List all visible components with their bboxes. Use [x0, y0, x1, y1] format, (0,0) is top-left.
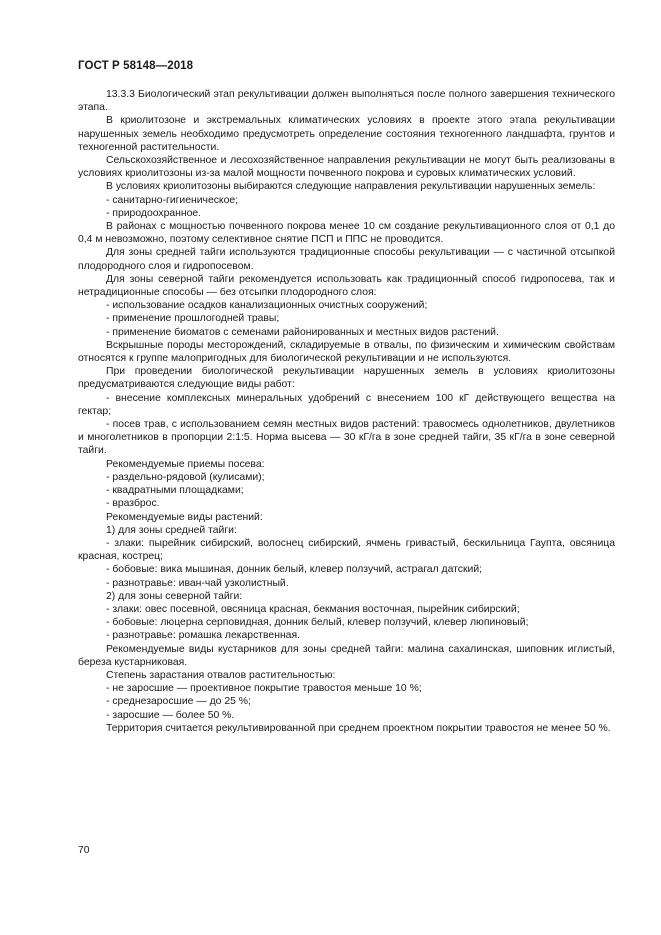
list-item: - природоохранное. — [106, 207, 202, 219]
paragraph: Рекомендуемые приемы посева: — [106, 458, 265, 470]
list-item: - применение биоматов с семенами районированных и местных видов растений. — [106, 326, 499, 338]
list-item: - злаки: пырейник сибирский, волоснец сибирский, ячмень гривастый, бескильница Гаупта, овсяница красная, кострец; — [78, 537, 615, 563]
paragraph: 2) для зоны северной тайги: — [106, 590, 243, 602]
paragraph: При проведении биологической рекультивации нарушенных земель в условиях криолитозоны предусматриваются следующие виды работ: — [78, 366, 615, 391]
list-item: - разнотравье: ромашка лекарственная. — [106, 630, 300, 642]
list-item: - санитарно-гигиеническое; — [106, 194, 239, 206]
list-item: - бобовые: люцерна серповидная, донник белый, клевер ползучий, клевер люпиновый; — [106, 617, 529, 629]
paragraph: 1) для зоны средней тайги: — [106, 524, 237, 536]
list-item: - посев трав, с использованием семян местных видов растений: травосмесь однолетников, двулетников и многолетников в пропорции 2:1:5. Норма высева — 30 кГ/га в зоне средней тайги, 35 кГ/га в зоне северной тайги. — [78, 419, 615, 457]
list-item: - использование осадков канализационных очистных сооружений; — [106, 300, 428, 312]
paragraph: Рекомендуемые виды растений: — [106, 511, 263, 523]
list-item: - бобовые: вика мышиная, донник белый, клевер ползучий, астрагал датский; — [106, 564, 483, 576]
list-item: - злаки: овес посевной, овсяница красная, бекмания восточная, пырейник сибирский; — [106, 603, 520, 615]
paragraph: Для зоны северной тайги рекомендуется использовать как традиционный способ гидропосева, так и нетрадиционные способы — без отсыпки плодородного слоя: — [78, 273, 615, 299]
paragraph: Сельскохозяйственное и лесохозяйственное направления рекультивации не могут быть реализованы в условиях криолитозоны из-за малой мощности почвенного покрова и суровых климатических условий. — [78, 155, 615, 180]
list-item: - применение прошлогодней травы; — [106, 313, 280, 325]
paragraph: В криолитозоне и экстремальных климатических условиях в проекте этого этапа рекультивации нарушенных земель необходимо предусмотреть определение состояния техногенного ландшафта, грунтов и техногенной растительности. — [78, 115, 615, 153]
document-header: ГОСТ Р 58148—2018 — [78, 60, 194, 72]
list-item: - раздельно-рядовой (кулисами); — [106, 471, 265, 483]
paragraph: В районах с мощностью почвенного покрова менее 10 см создание рекультивационного слоя от 0,1 до 0,4 м невозможно, поэтому селективное снятие ПСП и ППС не проводится. — [78, 221, 615, 246]
list-item: - внесение комплексных минеральных удобрений с внесением 100 кГ действующего вещества на гектар; — [78, 392, 615, 417]
paragraph: Для зоны средней тайги используются традиционные способы рекультивации — с частичной отсыпкой плодородного слоя и гидропосевом. — [78, 247, 615, 272]
list-item: - разнотравье: иван-чай узколистный. — [106, 577, 289, 589]
paragraph: 13.3.3 Биологический этап рекультивации должен выполняться после полного завершения технического этапа. — [78, 89, 615, 114]
document-body — [78, 88, 615, 735]
list-item: - вразброс. — [106, 498, 160, 510]
list-item: - среднезаросшие — до 25 %; — [106, 696, 251, 708]
page-number: 70 — [78, 845, 90, 856]
list-item: - квадратными площадками; — [106, 485, 244, 497]
paragraph: В условиях криолитозоны выбираются следующие направления рекультивации нарушенных земель: — [106, 181, 596, 193]
paragraph: Рекомендуемые виды кустарников для зоны средней тайги: малина сахалинская, шиповник иглистый, береза кустарниковая. — [78, 643, 615, 668]
paragraph: Степень зарастания отвалов растительностью: — [106, 669, 336, 681]
paragraph: Вскрышные породы месторождений, складируемые в отвалы, по физическим и химическим свойствам относятся к группе малопригодных для биологической рекультивации и не используются. — [78, 339, 615, 365]
list-item: - не заросшие — проективное покрытие травостоя меньше 10 %; — [106, 683, 422, 695]
paragraph: Территория считается рекультивированной при среднем проектном покрытии травостоя не менее 50 %. — [106, 722, 611, 734]
list-item: - заросшие — более 50 %. — [106, 709, 235, 721]
